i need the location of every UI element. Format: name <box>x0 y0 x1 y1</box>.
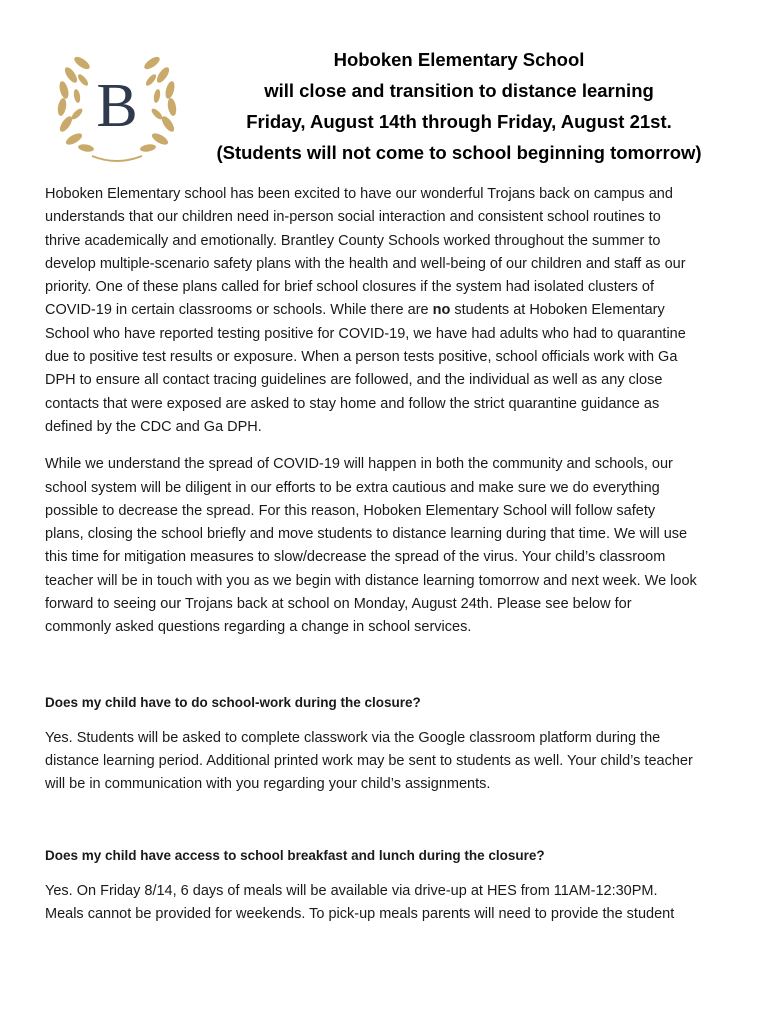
title-line-3: Friday, August 14th through Friday, August 21st. <box>246 111 672 132</box>
text-line: contacts that were exposed are asked to stay home and follow the strict quarantine guidance as <box>45 395 660 412</box>
text-line: understands that our children need in-person social interaction and consistent school routines to <box>45 209 661 226</box>
text-line: plans, closing the school briefly and move students to distance learning during that time. We will use <box>45 526 688 543</box>
letter-body <box>45 183 733 926</box>
emphasis-no: no <box>432 302 451 319</box>
logo-letter: B <box>96 72 138 140</box>
text-line: forward to seeing our Trojans back at school on Monday, August 24th. Please see below for <box>45 596 632 613</box>
faq-answer-schoolwork <box>45 727 733 797</box>
text-line: this time for mitigation measures to slow/decrease the spread of the virus. Your child’s classroom <box>45 549 666 566</box>
text-line: While we understand the spread of COVID-19 will happen in both the community and schools, our <box>45 456 673 473</box>
text-line: will be in communication with you regarding your child’s assignments. <box>45 776 491 793</box>
text-segment: students at Hoboken Elementary <box>450 302 665 319</box>
text-line: School who have reported testing positive for COVID-19, we have had adults who had to quarantine <box>45 325 686 342</box>
text-line: distance learning period. Additional printed work may be sent to students as well. Your child’s teacher <box>45 752 693 769</box>
intro-paragraph <box>45 183 733 439</box>
text-line: due to positive test results or exposure. When a person tests positive, school officials work with Ga <box>45 349 678 366</box>
text-line: school system will be diligent in our efforts to be extra cautious and make sure we do everything <box>45 479 660 496</box>
faq-question-schoolwork: Does my child have to do school-work during the closure? <box>45 694 421 710</box>
text-line: possible to decrease the spread. For this reason, Hoboken Elementary School will follow safety <box>45 502 656 519</box>
faq-question-meals: Does my child have access to school breakfast and lunch during the closure? <box>45 847 545 863</box>
text-segment: COVID-19 in certain classrooms or schools. While there are <box>45 302 433 319</box>
faq-answer-meals <box>45 880 733 927</box>
title-line-1: Hoboken Elementary School <box>333 49 585 70</box>
text-line: Yes. Students will be asked to complete classwork via the Google classroom platform during the <box>45 729 661 746</box>
text-line: defined by the CDC and Ga DPH. <box>45 418 262 435</box>
text-line: Meals cannot be provided for weekends. To pick-up meals parents will need to provide the student <box>45 905 675 922</box>
text-line: thrive academically and emotionally. Brantley County Schools worked throughout the summer to <box>45 232 661 249</box>
text-line: Hoboken Elementary school has been excited to have our wonderful Trojans back on campus and <box>45 186 673 202</box>
text-line: teacher will be in touch with you as we begin with distance learning tomorrow and next week. We look <box>45 572 697 589</box>
explanation-paragraph <box>45 453 733 639</box>
school-logo <box>52 44 182 169</box>
title-line-4: (Students will not come to school beginning tomorrow) <box>216 142 702 163</box>
title-line-2: will close and transition to distance learning <box>264 80 654 101</box>
text-line: commonly asked questions regarding a change in school services. <box>45 619 472 636</box>
text-line: Yes. On Friday 8/14, 6 days of meals will be available via drive-up at HES from 11AM-12:30PM. <box>45 882 658 899</box>
text-line <box>45 299 733 322</box>
text-line: DPH to ensure all contact tracing guidelines are followed, and the individual as well as any close <box>45 372 663 389</box>
text-line: priority. One of these plans called for brief school closures if the system had isolated clusters of <box>45 279 655 296</box>
text-line: develop multiple-scenario safety plans with the health and well-being of our children and staff as our <box>45 255 686 272</box>
laurel-wreath-icon <box>52 44 182 169</box>
announcement-title <box>190 44 728 168</box>
